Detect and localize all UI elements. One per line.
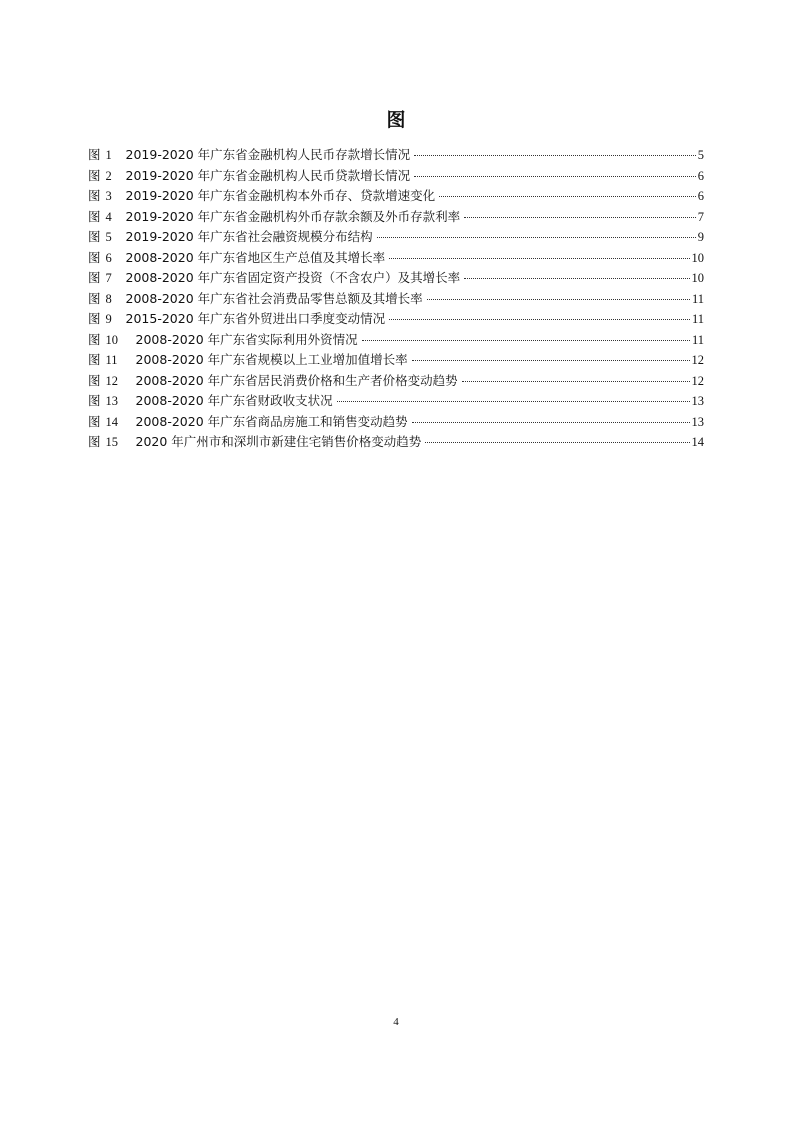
dot-leader: [464, 217, 696, 218]
toc-entry-number: 4: [105, 209, 112, 224]
toc-entry[interactable]: [88, 412, 704, 433]
toc-entry[interactable]: [88, 268, 704, 289]
toc-entry-page: 11: [691, 291, 704, 306]
toc-entry[interactable]: [88, 166, 704, 187]
toc-entry-page: 6: [697, 168, 704, 183]
toc-entry-number: 10: [105, 332, 119, 347]
toc-entry-number: 13: [105, 394, 119, 408]
toc-entry[interactable]: [88, 207, 704, 228]
toc-entry-title: 2008-2020 年广东省地区生产总值及其增长率: [125, 249, 386, 265]
toc-entry-page: 7: [697, 209, 704, 224]
toc-entry[interactable]: [88, 227, 704, 248]
dot-leader: [337, 401, 690, 402]
toc-entry-page: 10: [691, 250, 704, 265]
toc-entry-page: 13: [691, 394, 704, 408]
toc-entry-label: 图: [88, 167, 101, 183]
toc-entry-label: 图: [88, 290, 101, 306]
page-title: 图: [386, 109, 406, 131]
toc-entry-label: 图: [88, 372, 101, 388]
toc-entry-title: 2015-2020 年广东省外贸进出口季度变动情况: [125, 311, 386, 326]
toc-entry-title: 2008-2020 年广东省规模以上工业增加值增长率: [135, 352, 408, 367]
toc-entry-title: 2019-2020 年广东省金融机构本外币存、贷款增速变化: [125, 188, 436, 203]
figure-list: [88, 145, 704, 453]
dot-leader: [462, 381, 690, 382]
toc-entry-number: 14: [105, 414, 119, 429]
toc-entry-label: 图: [88, 188, 101, 203]
toc-entry-title: 2008-2020 年广东省居民消费价格和生产者价格变动趋势: [135, 372, 458, 388]
toc-entry-label: 图: [88, 229, 101, 244]
toc-entry-page: 9: [697, 230, 704, 244]
toc-entry-label: 图: [88, 208, 101, 224]
toc-entry[interactable]: [88, 309, 704, 330]
dot-leader: [362, 340, 690, 341]
page-number: 4: [393, 1016, 399, 1028]
toc-entry[interactable]: [88, 330, 704, 351]
toc-entry-title: 2008-2020 年广东省实际利用外资情况: [135, 331, 358, 347]
dot-leader: [425, 442, 689, 443]
toc-entry-number: 3: [105, 189, 112, 203]
dot-leader: [389, 258, 689, 259]
toc-entry[interactable]: [88, 350, 704, 371]
toc-entry-title: 2020 年广州市和深圳市新建住宅销售价格变动趋势: [135, 434, 422, 449]
dot-leader: [377, 237, 696, 238]
toc-entry-number: 8: [105, 291, 112, 306]
toc-entry-page: 6: [697, 189, 704, 203]
toc-entry-page: 12: [691, 353, 704, 367]
toc-entry-title: 2019-2020 年广东省金融机构外币存款余额及外币存款利率: [125, 208, 461, 224]
dot-leader: [427, 299, 690, 300]
toc-entry-title: 2008-2020 年广东省商品房施工和销售变动趋势: [135, 413, 408, 429]
toc-entry-page: 11: [691, 332, 704, 347]
toc-entry-label: 图: [88, 413, 101, 429]
toc-entry-page: 14: [691, 435, 704, 449]
toc-entry-number: 9: [105, 312, 112, 326]
toc-entry[interactable]: [88, 289, 704, 310]
dot-leader: [414, 155, 696, 156]
dot-leader: [412, 360, 690, 361]
toc-entry[interactable]: [88, 248, 704, 269]
toc-entry[interactable]: [88, 371, 704, 392]
toc-entry-label: 图: [88, 352, 101, 367]
toc-entry[interactable]: [88, 186, 704, 207]
toc-entry-page: 5: [697, 148, 704, 162]
toc-entry-page: 12: [691, 373, 704, 388]
toc-entry-label: 图: [88, 270, 101, 285]
toc-entry-number: 15: [105, 435, 119, 449]
dot-leader: [389, 319, 690, 320]
toc-entry[interactable]: [88, 391, 704, 412]
dot-leader: [414, 176, 696, 177]
toc-entry-label: 图: [88, 249, 101, 265]
toc-entry[interactable]: [88, 145, 704, 166]
toc-entry-page: 13: [691, 414, 704, 429]
toc-entry-number: 11: [105, 353, 118, 367]
toc-entry-label: 图: [88, 147, 101, 162]
toc-entry-number: 6: [105, 250, 112, 265]
toc-entry-page: 10: [691, 271, 704, 285]
toc-entry-title: 2008-2020 年广东省财政收支状况: [135, 393, 333, 408]
toc-entry-title: 2008-2020 年广东省社会消费品零售总额及其增长率: [125, 290, 423, 306]
toc-entry-label: 图: [88, 311, 101, 326]
toc-entry[interactable]: [88, 432, 704, 453]
toc-entry-title: 2008-2020 年广东省固定资产投资（不含农户）及其增长率: [125, 270, 461, 285]
dot-leader: [464, 278, 689, 279]
toc-entry-label: 图: [88, 434, 101, 449]
toc-entry-number: 5: [105, 230, 112, 244]
toc-entry-number: 12: [105, 373, 119, 388]
dot-leader: [439, 196, 696, 197]
toc-entry-label: 图: [88, 393, 101, 408]
toc-entry-title: 2019-2020 年广东省金融机构人民币存款增长情况: [125, 147, 411, 162]
toc-entry-label: 图: [88, 331, 101, 347]
toc-entry-number: 1: [105, 148, 112, 162]
toc-entry-number: 7: [105, 271, 112, 285]
toc-entry-title: 2019-2020 年广东省社会融资规模分布结构: [125, 229, 373, 244]
toc-entry-title: 2019-2020 年广东省金融机构人民币贷款增长情况: [125, 167, 411, 183]
toc-entry-page: 11: [691, 312, 704, 326]
toc-entry-number: 2: [105, 168, 112, 183]
dot-leader: [412, 422, 690, 423]
